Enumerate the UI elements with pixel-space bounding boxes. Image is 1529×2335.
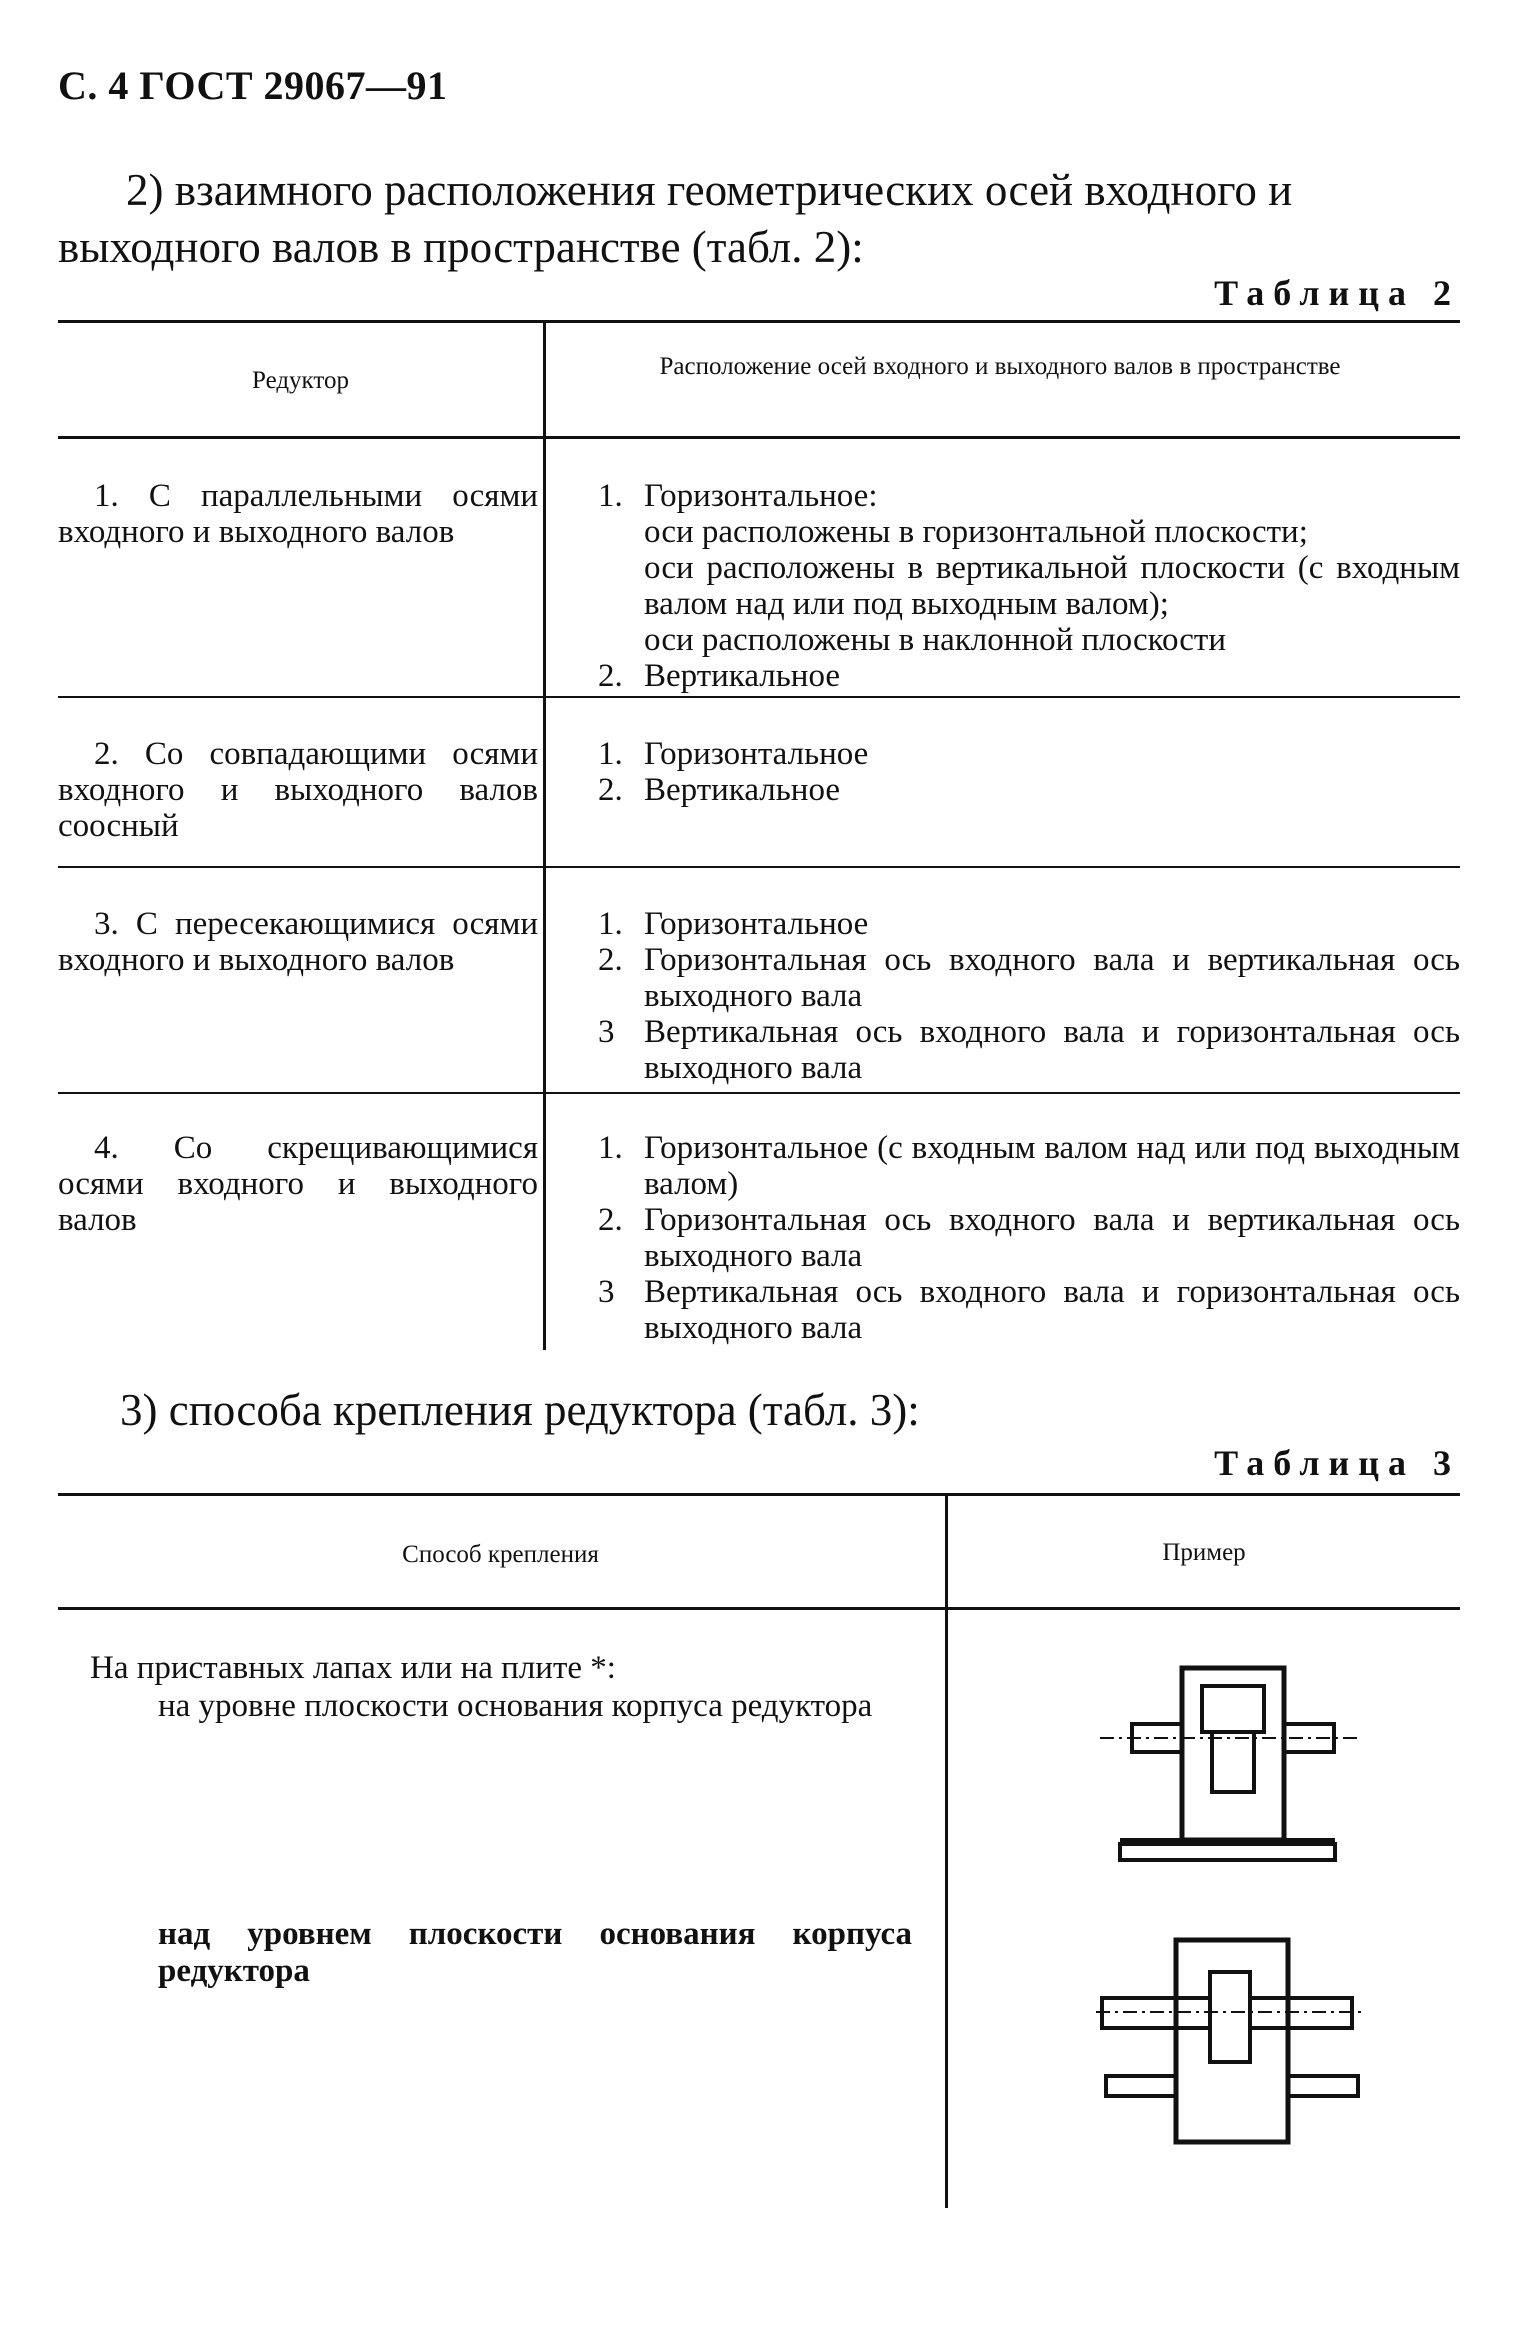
page-header: С. 4 ГОСТ 29067—91 — [58, 63, 448, 108]
table-3-top-rule — [58, 1493, 1460, 1496]
table-2-row-3-reducer: 3. С пересекающимися осями входного и выходного валов — [58, 906, 538, 978]
table-2-row-divider-3 — [58, 1092, 1460, 1094]
table-2-top-rule — [58, 320, 1460, 323]
table-2-col-header-axes: Расположение осей входного и выходного валов в пространстве — [659, 353, 1341, 380]
table-3-header-rule — [58, 1607, 1460, 1610]
table-2-col-header-reducer: Редуктор — [252, 367, 349, 394]
intro-paragraph-2 — [58, 162, 1460, 276]
intro-paragraph-3: 3) способа крепления редуктора (табл. 3): — [120, 1385, 920, 1435]
list-item: 1. Горизонтальное — [598, 906, 869, 942]
list-item: 1. Горизонтальное — [598, 736, 869, 772]
table-3-main-text: На приставных лапах или на плите *: — [90, 1650, 616, 1686]
intro-text-2: 2) взаимного расположения геометрических осей входного и выходного валов в пространстве (табл. 2): — [58, 165, 1293, 272]
table-2-row-divider-2 — [58, 866, 1460, 868]
table-2-row-1-reducer: 1. С параллельными осями входного и выходного валов — [58, 478, 538, 550]
sub-item: оси расположены в наклонной плоскости — [644, 622, 1227, 658]
table-2-row-2-reducer: 2. Со совпадающими осями входного и выходного валов соосный — [58, 736, 538, 844]
gearbox-feet-level-icon — [1090, 1660, 1370, 1870]
sub-item: оси расположены в вертикальной плоскости (с входным валом над или под выходным валом); — [644, 550, 1460, 622]
table-2-row-4-axes — [598, 1130, 1460, 1346]
gearbox-feet-above-icon — [1090, 1930, 1370, 2160]
list-item: 3 Вертикальная ось входного вала и горизонтальная ось выходного вала — [598, 1274, 1460, 1346]
table-3-row-1-text: на уровне плоскости основания корпуса редуктора — [158, 1688, 873, 1724]
table-2-column-divider — [543, 322, 546, 1350]
list-item: 2. Горизонтальная ось входного вала и вертикальная ось выходного вала — [598, 942, 1460, 1014]
list-item: 1. Горизонтальное: — [598, 478, 878, 514]
table-2-header-rule — [58, 436, 1460, 439]
table-2-row-3-axes — [598, 906, 1460, 1086]
list-item: 3 Вертикальная ось входного вала и горизонтальная ось выходного вала — [598, 1014, 1460, 1086]
table-3-row-2-text: над уровнем плоскости основания корпуса редуктора — [158, 1916, 912, 1989]
list-item: 1. Горизонтальное (с входным валом над или под выходным валом) — [598, 1130, 1460, 1202]
table-2-row-1-axes — [598, 478, 1460, 694]
table-2-row-4-reducer: 4. Со скрещивающимися осями входного и выходного валов — [58, 1130, 538, 1238]
table-2-row-divider-1 — [58, 696, 1460, 698]
table-3-caption: Таблица 3 — [1214, 1443, 1460, 1483]
list-item: 2. Вертикальное — [598, 658, 841, 694]
table-3-col-header-method: Способ крепления — [402, 1541, 599, 1568]
table-2-caption: Таблица 2 — [1214, 273, 1460, 313]
list-item: 2. Горизонтальная ось входного вала и вертикальная ось выходного вала — [598, 1202, 1460, 1274]
table-3-column-divider — [945, 1496, 948, 2208]
sub-item: оси расположены в горизонтальной плоскости; — [644, 514, 1308, 550]
table-2-row-2-axes — [598, 736, 1460, 808]
table-3-col-header-example: Пример — [1162, 1539, 1246, 1566]
list-item: 2. Вертикальное — [598, 772, 841, 808]
